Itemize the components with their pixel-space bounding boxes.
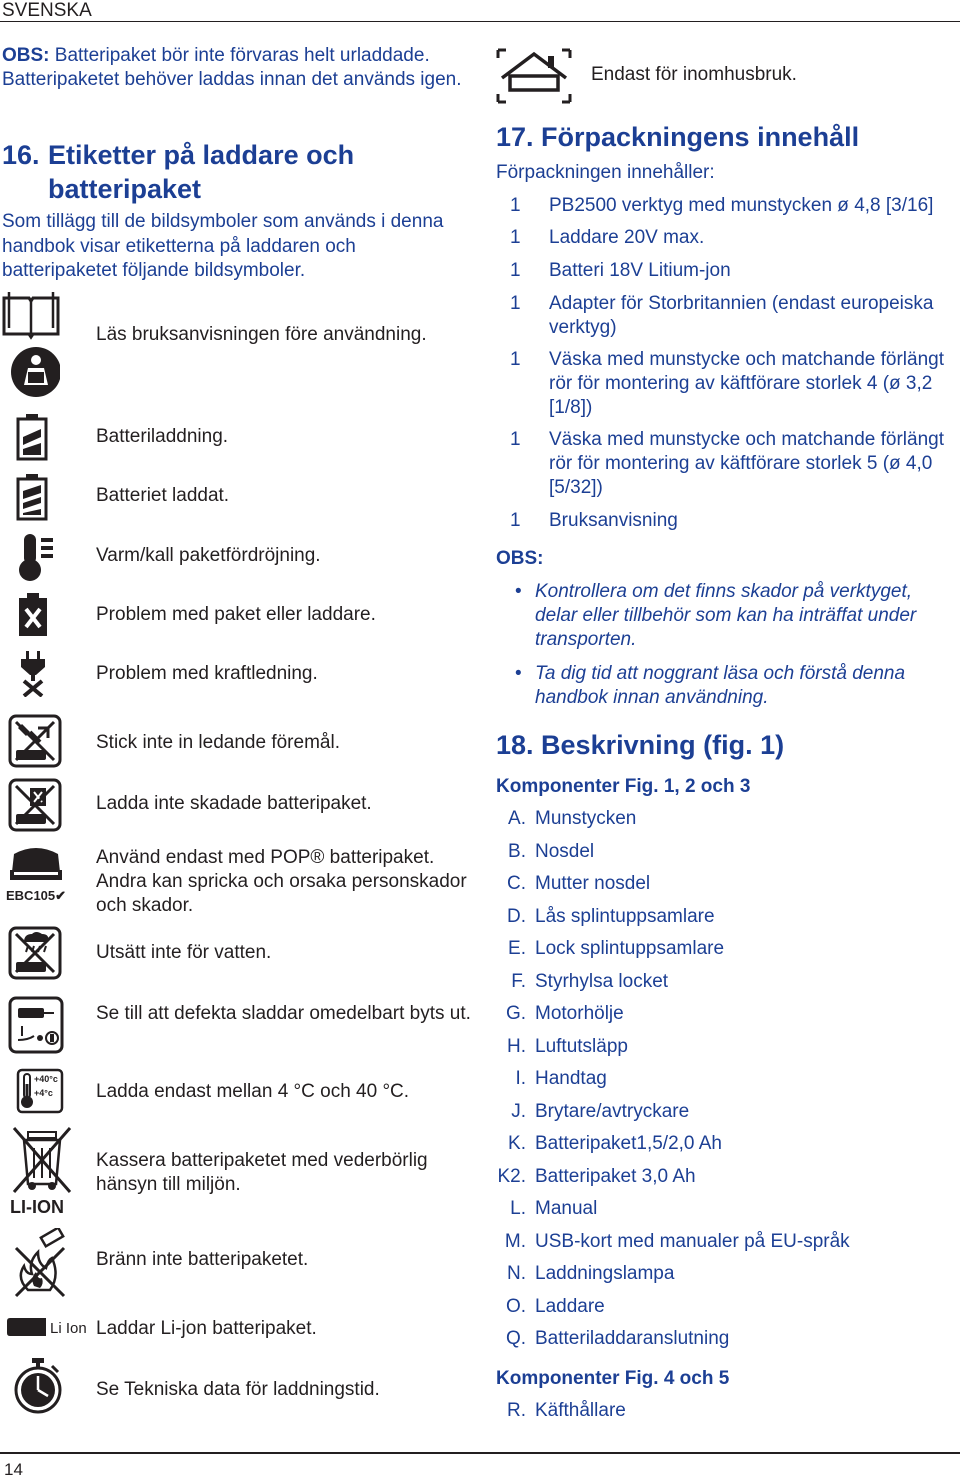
note-label: OBS: <box>2 45 50 66</box>
component-item: K. Batteripaket1,5/2,0 Ah <box>508 1133 722 1154</box>
indoor-text: Endast för inomhusbruk. <box>591 64 797 85</box>
symbol-text-replace-cord: Se till att defekta sladdar omedelbart byts ut. <box>96 1003 471 1024</box>
battery-charging-icon <box>16 413 48 466</box>
symbol-text-no-water: Utsätt inte för vatten. <box>96 942 272 963</box>
replace-cord-icon <box>8 996 64 1059</box>
li-ion-label: LI-ION <box>10 1197 64 1217</box>
symbol-text-no-conductive-objects: Stick inte in ledande föremål. <box>96 732 340 753</box>
symbol-text-li-ion-battery: Laddar Li-jon batteripaket. <box>96 1318 317 1339</box>
list-item: 1 Bruksanvisning <box>510 510 678 531</box>
symbol-text-stopwatch: Se Tekniska data för laddningstid. <box>96 1379 380 1400</box>
thermometer-icon <box>16 532 56 587</box>
symbol-text-temperature-range: Ladda endast mellan 4 °C och 40 °C. <box>96 1081 410 1102</box>
plug-fault-icon <box>18 651 48 702</box>
components-group-2-title: Komponenter Fig. 4 och 5 <box>496 1368 730 1389</box>
symbol-text-plug-fault: Problem med kraftledning. <box>96 663 318 684</box>
temperature-range-icon <box>16 1068 64 1119</box>
no-water-icon <box>8 926 62 985</box>
stopwatch-icon <box>12 1356 64 1421</box>
li-ion-battery-icon <box>6 1316 48 1343</box>
section-17-subtitle: Förpackningen innehåller: <box>496 162 715 183</box>
temp-label-top: +40°c <box>34 1074 58 1084</box>
list-item: 1 PB2500 verktyg med munstycken ø 4,8 [3/16] <box>510 195 934 216</box>
obs-bullet: • Kontrollera om det finns skador på verktyget, delar eller tillbehör som kan ha inträffat under transporten. <box>515 581 917 650</box>
section-16-title: Etiketter på laddare och batteripaket <box>48 140 355 204</box>
symbol-text-no-damaged-pack: Ladda inte skadade batteripaket. <box>96 793 372 814</box>
obs-bullet: • Ta dig tid att noggrant läsa och förstå denna handbok innan användning. <box>515 663 906 708</box>
component-item: R. Käfthållare <box>507 1400 626 1421</box>
component-item: O. Laddare <box>505 1296 605 1317</box>
section-18-title: 18. Beskrivning (fig. 1) <box>496 730 785 760</box>
section-16-number: 16. <box>2 140 40 170</box>
list-item: 1 Väska med munstycke och matchande förlängt rör för montering av käftförare storlek 4 (ø 3,2 [1/8]) <box>510 349 944 418</box>
component-item: E. Lock splintuppsamlare <box>508 938 725 959</box>
read-manual-icon <box>2 290 60 405</box>
symbol-text-no-fire: Bränn inte batteripaketet. <box>96 1249 309 1270</box>
section-17-obs-label: OBS: <box>496 548 544 569</box>
component-item: N. Laddningslampa <box>507 1263 675 1284</box>
note-text: Batteripaket bör inte förvaras helt urladdade. Batteripaketet behöver laddas innan det används igen. <box>2 45 462 90</box>
symbol-text-thermometer: Varm/kall paketfördröjning. <box>96 545 321 566</box>
li-ion-battery-label: Li Ion <box>50 1320 87 1337</box>
footer-divider <box>0 1452 960 1454</box>
storage-note <box>2 44 462 92</box>
battery-fault-icon <box>18 593 48 642</box>
section-17-title: 17. Förpackningens innehåll <box>496 122 860 152</box>
component-item: A. Munstycken <box>508 808 637 829</box>
ebc-battery-icon <box>6 846 66 903</box>
symbol-text-battery-fault: Problem med paket eller laddare. <box>96 604 376 625</box>
recycle-bin-icon <box>10 1126 74 1218</box>
indoor-home-icon <box>496 48 572 109</box>
symbol-text-battery-charging: Batteriladdning. <box>96 426 229 447</box>
symbol-text-battery-charged: Batteriet laddat. <box>96 485 230 506</box>
language-header: SVENSKA <box>0 0 960 22</box>
component-item: Q. Batteriladdaranslutning <box>505 1328 730 1349</box>
component-item: M. USB-kort med manualer på EU-språk <box>504 1231 850 1252</box>
list-item: 1 Adapter för Storbritannien (endast europeiska verktyg) <box>510 293 934 338</box>
component-item: K2. Batteripaket 3,0 Ah <box>497 1166 696 1187</box>
symbol-text-read-manual: Läs bruksanvisningen före användning. <box>96 324 427 345</box>
list-item: 1 Laddare 20V max. <box>510 227 705 248</box>
component-item: I. Handtag <box>515 1068 607 1089</box>
component-item: C. Mutter nosdel <box>507 873 651 894</box>
section-16-intro: Som tillägg till de bildsymboler som används i denna handbok visar etiketterna på laddaren och batteripaketet följande bildsymboler. <box>2 211 444 281</box>
symbol-text-recycle-bin: Kassera batteripaketet med vederbörlig hänsyn till miljön. <box>96 1150 428 1195</box>
list-item: 1 Batteri 18V Litium-jon <box>510 260 731 281</box>
battery-charged-icon <box>16 473 48 526</box>
component-item: G. Motorhölje <box>505 1003 624 1024</box>
symbol-text-ebc-battery: Använd endast med POP® batteripaket. Andra kan spricka och orsaka personskador och skador. <box>96 847 467 916</box>
no-fire-icon <box>12 1228 68 1303</box>
list-item: 1 Väska med munstycke och matchande förlängt rör för montering av käftförare storlek 5 (ø 4,0 [5/32]) <box>510 429 944 498</box>
page-number: 14 <box>4 1460 23 1479</box>
no-conductive-objects-icon <box>8 714 62 773</box>
component-item: H. Luftutsläpp <box>507 1036 628 1057</box>
component-item: J. Brytare/avtryckare <box>511 1101 690 1122</box>
ebc-label: EBC105✔ <box>6 888 67 903</box>
section-16-heading <box>2 138 462 206</box>
component-item: B. Nosdel <box>508 841 595 862</box>
components-group-1-title: Komponenter Fig. 1, 2 och 3 <box>496 776 751 797</box>
component-item: D. Lås splintuppsamlare <box>507 906 715 927</box>
no-damaged-pack-icon <box>8 778 62 837</box>
component-item: L. Manual <box>510 1198 598 1219</box>
temp-label-bottom: +4°c <box>34 1088 53 1098</box>
component-item: F. Styrhylsa locket <box>511 971 669 992</box>
